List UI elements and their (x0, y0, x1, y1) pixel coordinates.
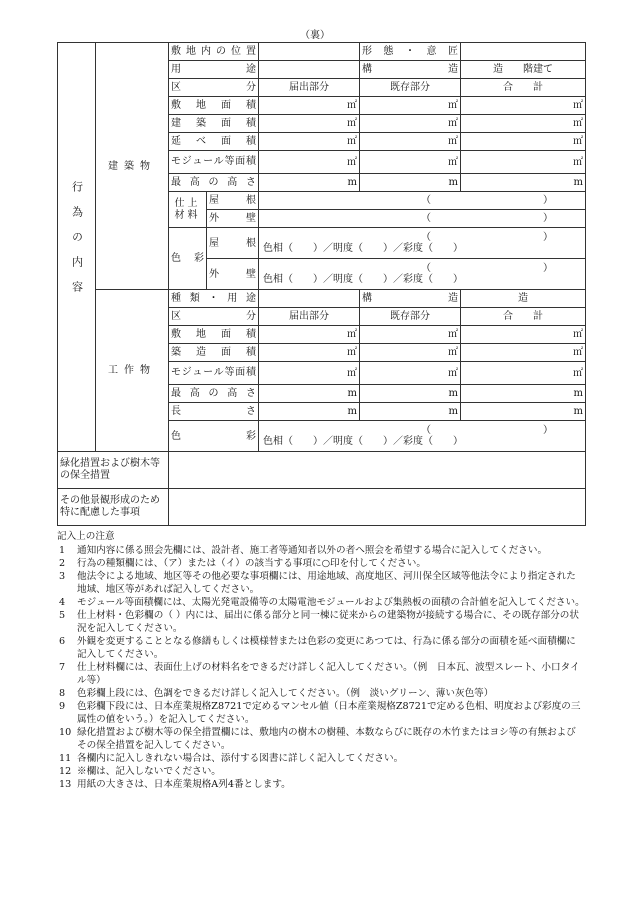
row-label-sw-division: 区分 (169, 308, 259, 326)
field-site-position[interactable] (259, 43, 360, 61)
note-text: ※欄は、記入しないでください。 (77, 766, 221, 777)
row-label-kind-use: 種類・用途 (169, 290, 259, 308)
row-label-sw-color: 色彩 (169, 421, 259, 452)
note-number: 2 (59, 558, 66, 569)
note-text: モジュール等面積欄には、太陽光発電設備等の太陽電池モジュールおよび集熱板の面積の合計値を記入してください。 (77, 597, 585, 608)
field-roof-color[interactable]: （ ） 色相（ ）／明度（ ）／彩度（ ） (259, 228, 586, 259)
field-site-area-existing[interactable]: ㎡ (360, 97, 461, 115)
field-form-design[interactable] (461, 43, 586, 61)
sw-col-header-total: 合 計 (461, 308, 586, 326)
field-wall-material[interactable]: （ ） (259, 210, 586, 228)
section-label-action-content: 行為の内容 (58, 43, 96, 452)
note-text: 用紙の大きさは、日本産業規格A列4番とします。 (77, 779, 291, 790)
note-number: 4 (59, 597, 66, 608)
sw-col-header-existing: 既存部分 (360, 308, 461, 326)
field-max-height-existing[interactable]: m (360, 174, 461, 192)
field-structure-work-structure[interactable]: 造 (461, 290, 586, 308)
field-sw-build-area-total[interactable]: ㎡ (461, 344, 586, 362)
row-label-form-design: 形態・意匠 (360, 43, 461, 61)
row-label-site-area: 敷地面積 (169, 97, 259, 115)
field-building-area-total[interactable]: ㎡ (461, 115, 586, 133)
note-text: 他法令による地域、地区等その他必要な事項欄には、用途地域、高度地区、河川保全区域等他法令により指定された地域、地区等があれば記入してください。 (77, 571, 576, 595)
field-roof-material[interactable]: （ ） (259, 192, 586, 210)
row-label-sw-max-height: 最高の高さ (169, 385, 259, 403)
field-sw-max-height-existing[interactable]: m (360, 385, 461, 403)
note-item (57, 570, 585, 596)
note-item (57, 700, 585, 726)
note-text: 外観を変更することとなる修繕もしくは模様替または色彩の変更にあつては、行為に係る部分の面積を延べ面積欄に記入してください。 (77, 636, 576, 660)
row-label-color: 色彩 (169, 228, 207, 290)
row-label-greening: 緑化措置および樹木等の保全措置 (58, 452, 169, 489)
note-item (57, 557, 585, 570)
note-item (57, 687, 585, 700)
note-text: 色彩欄下段には、日本産業規格Z8721で定めるマンセル値（日本産業規格Z8721で定める色相、明度および彩度の三属性の値をいう。）を記入してください。 (77, 701, 581, 725)
row-label-building-area: 建築面積 (169, 115, 259, 133)
field-sw-site-area-existing[interactable]: ㎡ (360, 326, 461, 344)
notification-form-table (57, 42, 586, 526)
row-label-max-height: 最高の高さ (169, 174, 259, 192)
field-module-area-application[interactable]: ㎡ (259, 151, 360, 174)
field-max-height-total[interactable]: m (461, 174, 586, 192)
sw-col-header-application: 届出部分 (259, 308, 360, 326)
field-module-area-total[interactable]: ㎡ (461, 151, 586, 174)
row-label-module-area: モジュール等面積 (169, 151, 259, 174)
field-sw-max-height-application[interactable]: m (259, 385, 360, 403)
note-number: 3 (59, 571, 66, 582)
field-structure[interactable]: 造 階建て (461, 61, 586, 79)
row-label-sw-build-area: 築造面積 (169, 344, 259, 362)
field-module-area-existing[interactable]: ㎡ (360, 151, 461, 174)
field-sw-module-area-application[interactable]: ㎡ (259, 362, 360, 385)
notes-header: 記入上の注意 (57, 531, 115, 542)
field-other[interactable] (169, 489, 586, 526)
row-label-structure-work-structure: 構 造 (360, 290, 461, 308)
note-text: 色彩欄上段には、色調をできるだけ詳しく記入してください。（例 淡いグリーン、薄い灰色等） (77, 688, 494, 699)
field-floor-area-existing[interactable]: ㎡ (360, 133, 461, 151)
row-label-sw-length: 長さ (169, 403, 259, 421)
field-greening[interactable] (169, 452, 586, 489)
note-item (57, 609, 585, 635)
field-sw-length-existing[interactable]: m (360, 403, 461, 421)
col-header-total: 合 計 (461, 79, 586, 97)
col-header-application: 届出部分 (259, 79, 360, 97)
note-number: 6 (59, 636, 66, 647)
field-max-height-application[interactable]: m (259, 174, 360, 192)
row-label-wall: 外壁 (207, 210, 259, 228)
field-wall-color[interactable]: （ ） 色相（ ）／明度（ ）／彩度（ ） (259, 259, 586, 290)
row-label-floor-area: 延べ面積 (169, 133, 259, 151)
field-sw-length-total[interactable]: m (461, 403, 586, 421)
note-item (57, 765, 585, 778)
field-floor-area-total[interactable]: ㎡ (461, 133, 586, 151)
notes-list (57, 544, 585, 791)
note-item (57, 726, 585, 752)
note-number: 10 (59, 727, 72, 738)
col-header-existing: 既存部分 (360, 79, 461, 97)
field-sw-color[interactable]: （ ） 色相（ ）／明度（ ）／彩度（ ） (259, 421, 586, 452)
field-sw-length-application[interactable]: m (259, 403, 360, 421)
field-building-area-existing[interactable]: ㎡ (360, 115, 461, 133)
note-text: 緑化措置および樹木等の保全措置欄には、敷地内の樹木の樹種、本数ならびに既存の木竹またはヨシ等の有無およびその保全措置を記入してください。 (77, 727, 576, 751)
field-floor-area-application[interactable]: ㎡ (259, 133, 360, 151)
row-label-site-position: 敷地内の位置 (169, 43, 259, 61)
field-sw-module-area-total[interactable]: ㎡ (461, 362, 586, 385)
row-label-division: 区分 (169, 79, 259, 97)
note-number: 12 (59, 766, 72, 777)
field-site-area-application[interactable]: ㎡ (259, 97, 360, 115)
field-sw-build-area-existing[interactable]: ㎡ (360, 344, 461, 362)
note-number: 13 (59, 779, 72, 790)
row-label-color-wall: 外壁 (207, 259, 259, 290)
note-item (57, 778, 585, 791)
note-text: 仕上材料・色彩欄の（ ）内には、届出に係る部分と同一棟に従来からの建築物が接続する場合に、その既存部分の状況を記入してください。 (77, 610, 579, 634)
row-label-finish-material: 仕上材料 (169, 192, 207, 228)
row-label-color-roof: 屋根 (207, 228, 259, 259)
structure-work-label: 工作物 (96, 290, 169, 452)
note-item (57, 596, 585, 609)
field-site-area-total[interactable]: ㎡ (461, 97, 586, 115)
note-text: 通知内容に係る照会先欄には、設計者、施工者等通知者以外の者へ照会を希望する場合に記入してください。 (77, 545, 548, 556)
note-item (57, 661, 585, 687)
row-label-other: その他景観形成のため特に配慮した事項 (58, 489, 169, 526)
field-use[interactable] (259, 61, 360, 79)
field-kind-use[interactable] (259, 290, 360, 308)
note-text: 各欄内に記入しきれない場合は、添付する図書に詳しく記入してください。 (77, 753, 404, 764)
row-label-sw-site-area: 敷地面積 (169, 326, 259, 344)
note-text: 行為の種類欄には、（ア）または（イ）の該当する事項に○印を付してください。 (77, 558, 426, 569)
note-item (57, 544, 585, 557)
row-label-roof: 屋根 (207, 192, 259, 210)
note-number: 9 (59, 701, 66, 712)
field-sw-build-area-application[interactable]: ㎡ (259, 344, 360, 362)
field-sw-max-height-total[interactable]: m (461, 385, 586, 403)
row-label-use: 用途 (169, 61, 259, 79)
field-building-area-application[interactable]: ㎡ (259, 115, 360, 133)
note-number: 11 (59, 753, 72, 764)
note-number: 7 (59, 662, 66, 673)
notes-section (57, 530, 585, 791)
row-label-structure: 構造 (360, 61, 461, 79)
row-label-sw-module-area: モジュール等面積 (169, 362, 259, 385)
note-text: 仕上材料欄には、表面仕上げの材料名をできるだけ詳しく記入してください。（例 日本瓦、波型スレート、小口タイル等） (77, 662, 580, 686)
note-item (57, 752, 585, 765)
note-number: 8 (59, 688, 66, 699)
note-item (57, 635, 585, 661)
note-number: 5 (59, 610, 66, 621)
field-sw-site-area-total[interactable]: ㎡ (461, 326, 586, 344)
page-title: （裏） (300, 30, 330, 41)
field-sw-site-area-application[interactable]: ㎡ (259, 326, 360, 344)
building-label: 建築物 (96, 43, 169, 290)
note-number: 1 (59, 545, 66, 556)
field-sw-module-area-existing[interactable]: ㎡ (360, 362, 461, 385)
